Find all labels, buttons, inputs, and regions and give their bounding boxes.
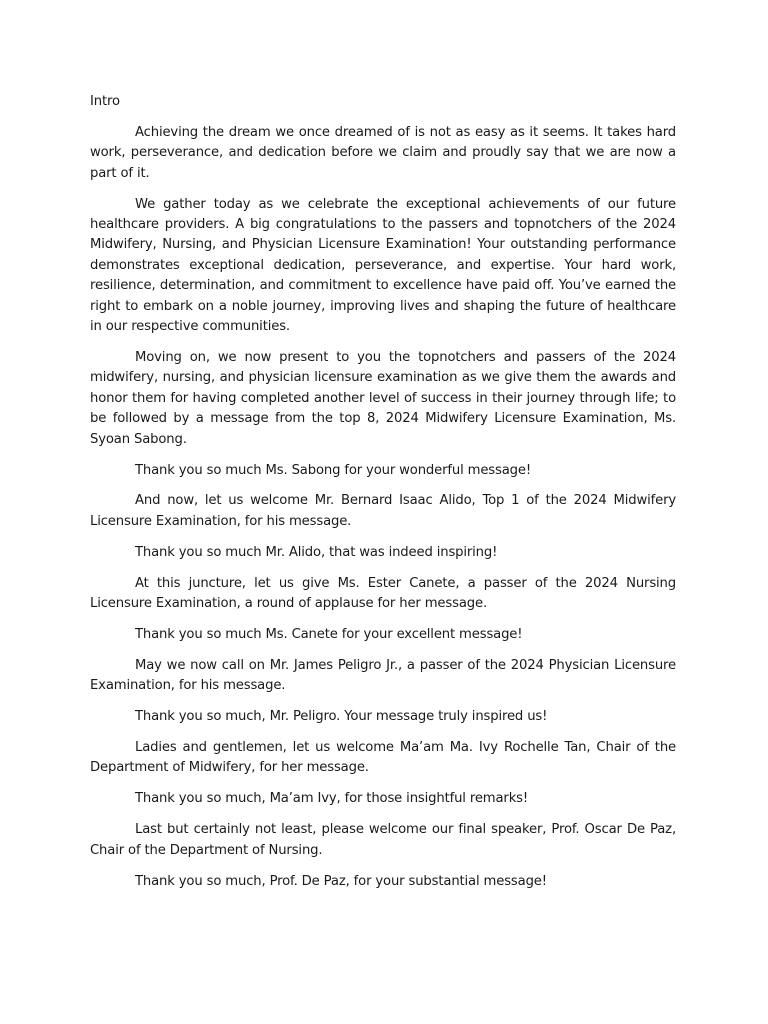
paragraph-5: And now, let us welcome Mr. Bernard Isaac Alido, Top 1 of the 2024 Midwifery Licensure Examination, for his message. — [90, 493, 676, 529]
paragraph-9: May we now call on Mr. James Peligro Jr., a passer of the 2024 Physician Licensure Examination, for his message. — [90, 657, 676, 694]
paragraph-2: We gather today as we celebrate the exceptional achievements of our future healthcare providers. A big congratulations to the passers and topnotchers of the 2024 Midwifery, Nursing, and Physician Licensure Examination! Your outstanding performance demonstrates exceptional dedication, perseverance, and expertise. Your hard work, resilience, determination, and commitment to excellence have paid off. You’ve earned the right to embark on a noble journey, improving lives and shaping the future of healthcare in our respective communities. — [90, 196, 676, 335]
paragraph-8: Thank you so much Ms. Canete for your excellent message! — [135, 626, 523, 642]
paragraph-3: Moving on, we now present to you the topnotchers and passers of the 2024 midwifery, nursing, and physician licensure examination as we give them the awards and honor them for having completed another level of success in their journey through life; to be followed by a message from the top 8, 2024 Midwifery Licensure Examination, Ms. Syoan Sabong. — [90, 349, 676, 447]
paragraph-6: Thank you so much Mr. Alido, that was indeed inspiring! — [135, 544, 498, 560]
paragraph-12: Thank you so much, Ma’am Ivy, for those insightful remarks! — [135, 791, 529, 807]
section-heading: Intro — [90, 94, 120, 109]
paragraph-14: Thank you so much, Prof. De Paz, for your substantial message! — [135, 873, 547, 889]
paragraph-10: Thank you so much, Mr. Peligro. Your message truly inspired us! — [135, 709, 548, 725]
paragraph-4: Thank you so much Ms. Sabong for your wonderful message! — [135, 462, 531, 478]
paragraph-13: Last but certainly not least, please welcome our final speaker, Prof. Oscar De Paz, Chair of the Department of Nursing. — [90, 822, 676, 858]
paragraph-7: At this juncture, let us give Ms. Ester Canete, a passer of the 2024 Nursing Licensure Examination, a round of applause for her message. — [90, 575, 676, 612]
document-page — [90, 92, 676, 903]
paragraph-1: Achieving the dream we once dreamed of is not as easy as it seems. It takes hard work, perseverance, and dedication before we claim and proudly say that we are now a part of it. — [90, 124, 676, 181]
paragraph-11: Ladies and gentlemen, let us welcome Ma’am Ma. Ivy Rochelle Tan, Chair of the Department of Midwifery, for her message. — [90, 740, 676, 776]
